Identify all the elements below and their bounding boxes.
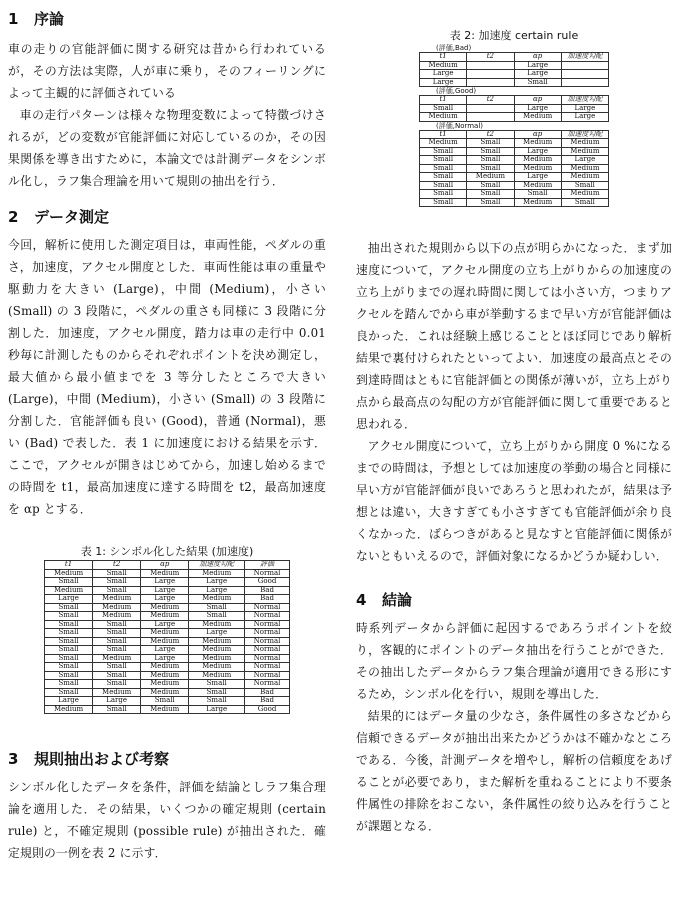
table-2-header-row [420, 53, 609, 62]
table-1-cell: Small [45, 680, 93, 689]
table-2-cell: Medium [514, 198, 561, 207]
table-2-group-table [419, 130, 609, 208]
table-1-cell: Small [45, 637, 93, 646]
table-1-cell: Large [45, 697, 93, 706]
table-2-cell [467, 70, 514, 79]
table-2-group-label: (評価,Bad) [436, 44, 472, 52]
section-2-paragraph-1: 今回，解析に使用した測定項目は，車両性能，ペダルの重さ，加速度，アクセル開度とした．車両性能は車の重量や駆動力を大きい (Large)，中間 (Medium)，小さい (Small) の 3 段階に，ペダルの重さも同様に 3 段階に分割した．加速度，アクセル開度，踏力は車の走行中 0.01 秒毎に計測したものからそれぞれポイントを決め測定し，最大値から最小値までを 3 等分したところで大きい (Large)，中間 (Medium)，小さい (Small) の 3 段階に分割した．官能評価も良い (Good)，普通 (Normal)，悪い (Bad) で表した．表 1 に加速度における結果を示す．ここで，アクセルが開きはじめてから，加速し始めるまでの時間を t1，最高加速度に達する時間を t2，最高加速度を αp とする． [8, 238, 326, 516]
table-1-cell: Medium [93, 603, 141, 612]
table-2-header-row [420, 96, 609, 105]
table-2-cell: Small [467, 147, 514, 156]
table-row [45, 595, 290, 604]
table-2-header-cell: αp [514, 130, 561, 139]
table-2-cell: Large [514, 173, 561, 182]
table-1-cell: Medium [189, 646, 245, 655]
table-2-header-cell: αp [514, 53, 561, 62]
table-1-cell: Bad [245, 595, 290, 604]
table-2-group-table [419, 52, 609, 87]
table-1-cell: Medium [93, 654, 141, 663]
section-1-paragraph-1: 車の走りの官能評価に関する研究は昔から行われているが，その方法は実際，人が車に乗り，そのフィーリングによって主観的に評価されている [8, 42, 326, 100]
section-1-heading: 1 序論 [8, 10, 65, 28]
table-2-cell: Small [420, 198, 467, 207]
table-1-cell: Small [189, 697, 245, 706]
table-1-header-cell: t1 [45, 561, 93, 570]
table-row [45, 663, 290, 672]
table-1-cell: Bad [245, 697, 290, 706]
table-2-cell: Large [514, 61, 561, 70]
table-2-cell: Large [561, 104, 608, 113]
table-1-cell: Normal [245, 569, 290, 578]
table-1-cell: Small [45, 620, 93, 629]
section-4-paragraph-2: 結果的にはデータ量の少なさ，条件属性の多さなどから信頼できるデータが抽出出来たかどうかは不確かなところである．今後，計測データを増やし，解析の信頼度をあげることが必要であり，また解析を重ねることにより不要条件属性の排除をおこない，条件属性の絞り込みを行うことが課題となる． [356, 709, 672, 833]
table-row [45, 578, 290, 587]
table-row [420, 113, 609, 122]
table-1-cell: Bad [245, 688, 290, 697]
table-2-cell: Medium [514, 181, 561, 190]
table-2-cell: Medium [420, 61, 467, 70]
table-1-cell: Medium [45, 569, 93, 578]
table-2-header-cell: 加速度勾配 [561, 53, 608, 62]
table-1-cell: Medium [189, 663, 245, 672]
table-2-cell: Small [561, 198, 608, 207]
table-1-cell: Good [245, 705, 290, 714]
table-1-cell: Small [45, 646, 93, 655]
section-2-heading: 2 データ測定 [8, 208, 110, 226]
table-2-group-label: (評価,Good) [436, 87, 477, 95]
table-2-header-cell: 加速度勾配 [561, 96, 608, 105]
table-1-cell: Normal [245, 671, 290, 680]
table-1-cell: Small [93, 705, 141, 714]
table-1-cell: Small [93, 637, 141, 646]
table-1-cell: Good [245, 578, 290, 587]
table-1-cell: Medium [189, 595, 245, 604]
table-2-cell: Small [467, 156, 514, 165]
table-1-cell: Medium [141, 569, 189, 578]
table-1-cell: Small [93, 680, 141, 689]
table-1-cell: Medium [189, 620, 245, 629]
table-2-cell: Medium [561, 190, 608, 199]
table-2-header-cell: 加速度勾配 [561, 130, 608, 139]
section-4-paragraph-1: 時系列データから評価に起因するであろうポイントを絞り，客観的にポイントのデータ抽出を行うことができた．その抽出したデータからラフ集合理論が適用できる形にするため，シンボル化を行い，規則を導出した． [356, 621, 672, 701]
table-row [45, 697, 290, 706]
table-2-cell: Medium [420, 139, 467, 148]
table-1-cell: Medium [141, 629, 189, 638]
section-3-heading: 3 規則抽出および考察 [8, 750, 170, 768]
table-1-cell: Small [189, 680, 245, 689]
table-2-caption: 表 2: 加速度 certain rule [449, 29, 579, 42]
table-1-cell: Large [189, 586, 245, 595]
table-1-cell: Small [45, 612, 93, 621]
table-1-header-cell: 評価 [245, 561, 290, 570]
table-1-cell: Small [45, 663, 93, 672]
table-1-cell: Small [93, 569, 141, 578]
table-1-cell: Large [141, 586, 189, 595]
table-row [45, 705, 290, 714]
table-2-cell [467, 78, 514, 87]
table-1 [44, 560, 290, 714]
table-1-cell: Large [141, 595, 189, 604]
table-1-cell: Bad [245, 586, 290, 595]
table-2-cell: Small [420, 156, 467, 165]
table-1-cell: Small [45, 688, 93, 697]
table-2-cell: Large [561, 113, 608, 122]
table-2-cell: Small [467, 181, 514, 190]
table-1-cell: Medium [189, 637, 245, 646]
table-1-cell: Normal [245, 603, 290, 612]
table-1-cell: Normal [245, 663, 290, 672]
table-2-header-cell: t1 [420, 96, 467, 105]
table-2-cell: Medium [420, 113, 467, 122]
table-2-header-cell: t2 [467, 96, 514, 105]
table-1-cell: Small [93, 629, 141, 638]
table-row [45, 680, 290, 689]
table-2-cell: Medium [561, 147, 608, 156]
table-2-cell: Small [467, 198, 514, 207]
table-2-cell: Small [467, 164, 514, 173]
table-1-cell: Large [93, 697, 141, 706]
table-2-cell: Small [420, 164, 467, 173]
table-2-cell [561, 78, 608, 87]
table-1-cell: Small [189, 688, 245, 697]
table-1-cell: Large [141, 646, 189, 655]
table-1-cell: Small [45, 603, 93, 612]
table-1-cell: Medium [189, 671, 245, 680]
table-2-group-label: (評価,Normal) [436, 121, 484, 130]
table-2-cell: Large [514, 70, 561, 79]
table-1-cell: Medium [93, 612, 141, 621]
table-2-header-cell: t2 [467, 130, 514, 139]
table-1-cell: Medium [45, 705, 93, 714]
section-1-paragraph-2: 車の走行パターンは様々な物理変数によって特徴づけされるが，どの変数が官能評価に対応しているのか，その因果関係を導き出すために，本論文では計測データをシンボル化し，ラフ集合理論を用いて規則の抽出を行う． [8, 108, 326, 188]
table-1-header-row [45, 561, 290, 570]
table-1-cell: Medium [189, 654, 245, 663]
table-2-header-cell: t1 [420, 53, 467, 62]
table-2-cell: Medium [514, 156, 561, 165]
table-1-cell: Normal [245, 629, 290, 638]
table-2-cell: Medium [514, 164, 561, 173]
table-1-cell: Small [189, 603, 245, 612]
section-3-paragraph-1: シンボル化したデータを条件，評価を結論としラフ集合理論を適用した．その結果，いくつかの確定規則 (certain rule) と，不確定規則 (possible rule) が抽出された．確定規則の一例を表 2 に示す． [8, 780, 326, 860]
table-1-cell: Normal [245, 646, 290, 655]
right-column [356, 0, 672, 837]
table-1-cell: Large [189, 629, 245, 638]
table-1-cell: Normal [245, 680, 290, 689]
table-2-header-cell: αp [514, 96, 561, 105]
table-2-cell: Small [514, 190, 561, 199]
table-1-header-cell: t2 [93, 561, 141, 570]
table-1-cell: Medium [141, 688, 189, 697]
table-2-header-cell: t2 [467, 53, 514, 62]
table-1-cell: Medium [141, 637, 189, 646]
table-row [420, 190, 609, 199]
table-1-cell: Large [189, 705, 245, 714]
table-1-cell: Medium [141, 612, 189, 621]
table-1-cell: Medium [141, 663, 189, 672]
table-1-cell: Small [93, 586, 141, 595]
table-row [420, 198, 609, 207]
table-1-cell: Medium [141, 705, 189, 714]
table-row [420, 139, 609, 148]
table-2-cell: Medium [514, 113, 561, 122]
table-2-cell: Large [514, 147, 561, 156]
table-2-cell: Medium [514, 139, 561, 148]
table-1-cell: Medium [45, 586, 93, 595]
table-2-cell: Medium [467, 173, 514, 182]
table-1-cell: Small [45, 671, 93, 680]
table-2-cell: Small [420, 181, 467, 190]
table-2-cell [561, 70, 608, 79]
table-1-cell: Medium [141, 671, 189, 680]
table-1-cell: Normal [245, 620, 290, 629]
table-1-cell: Large [189, 578, 245, 587]
table-2-cell: Medium [561, 173, 608, 182]
table-1-cell: Small [93, 620, 141, 629]
table-1-cell: Normal [245, 612, 290, 621]
table-row [420, 78, 609, 87]
table-1-cell: Large [141, 654, 189, 663]
table-2-header-cell: t1 [420, 130, 467, 139]
table-1-cell: Large [141, 620, 189, 629]
left-column [8, 0, 326, 864]
table-row [45, 629, 290, 638]
table-2-cell: Large [514, 104, 561, 113]
section-3-paragraph-2: 抽出された規則から以下の点が明らかになった．まず加速度について，アクセル開度の立ち上がりからの加速度の立ち上がりまでの遅れ時間に関しては小さい方，つまりアクセルを踏んでから車が挙動するまで早い方が官能評価は良かった．これは経験上感じることとほぼ同じであり解析結果で裏付けられたといってよい．加速度の最高点とその到達時間はともに官能評価との関係が薄いが，立ち上がり点から最高点の勾配の方が官能評価に関して重要であると思われる． [356, 241, 672, 431]
table-1-cell: Medium [93, 688, 141, 697]
table-2-cell: Small [420, 173, 467, 182]
table-1-cell: Small [189, 612, 245, 621]
table-row [420, 173, 609, 182]
table-2-cell: Small [420, 104, 467, 113]
table-1-cell: Small [93, 646, 141, 655]
table-1-cell: Small [93, 663, 141, 672]
table-2-cell: Small [561, 181, 608, 190]
table-2-cell: Large [561, 156, 608, 165]
table-1-cell: Medium [93, 595, 141, 604]
table-1-cell: Small [93, 578, 141, 587]
table-1-caption: 表 1: シンボル化した結果 (加速度) [80, 545, 254, 558]
table-2 [384, 44, 644, 207]
table-1-cell: Small [93, 671, 141, 680]
table-1-header-cell: αp [141, 561, 189, 570]
table-1-cell: Normal [245, 637, 290, 646]
table-1-cell: Large [45, 595, 93, 604]
table-row [420, 70, 609, 79]
table-2-cell [467, 113, 514, 122]
section-4-heading: 4 結論 [356, 591, 413, 609]
table-2-cell: Small [420, 147, 467, 156]
table-2-cell: Medium [561, 164, 608, 173]
table-row [45, 646, 290, 655]
section-3-paragraph-3: アクセル開度について，立ち上がりから開度 0 %になるまでの時間は，予想としては加速度の挙動の場合と同様に早い方が官能評価が良いであろうと思われたが，結果は予想とは違い，大きすぎても小さすぎても官能評価が余り良くなかった．ばらつきがあると見なすと官能評価に関係がないともいえるので，評価対象になるかどうか疑わしい． [356, 439, 672, 563]
table-2-cell: Small [467, 139, 514, 148]
table-2-cell: Large [420, 70, 467, 79]
table-2-cell: Large [420, 78, 467, 87]
table-1-cell: Small [141, 697, 189, 706]
table-2-cell: Small [420, 190, 467, 199]
table-1-cell: Large [141, 578, 189, 587]
table-2-cell: Small [514, 78, 561, 87]
table-2-group-table [419, 95, 609, 122]
table-row [420, 156, 609, 165]
table-1-cell: Normal [245, 654, 290, 663]
table-1-cell: Small [45, 654, 93, 663]
table-1-cell: Medium [189, 569, 245, 578]
table-2-cell: Medium [561, 139, 608, 148]
table-1-cell: Medium [141, 680, 189, 689]
table-1-cell: Medium [141, 603, 189, 612]
table-1-header-cell: 加速度勾配 [189, 561, 245, 570]
table-1-cell: Small [45, 629, 93, 638]
table-row [45, 612, 290, 621]
table-2-cell: Small [467, 190, 514, 199]
table-1-cell: Small [45, 578, 93, 587]
